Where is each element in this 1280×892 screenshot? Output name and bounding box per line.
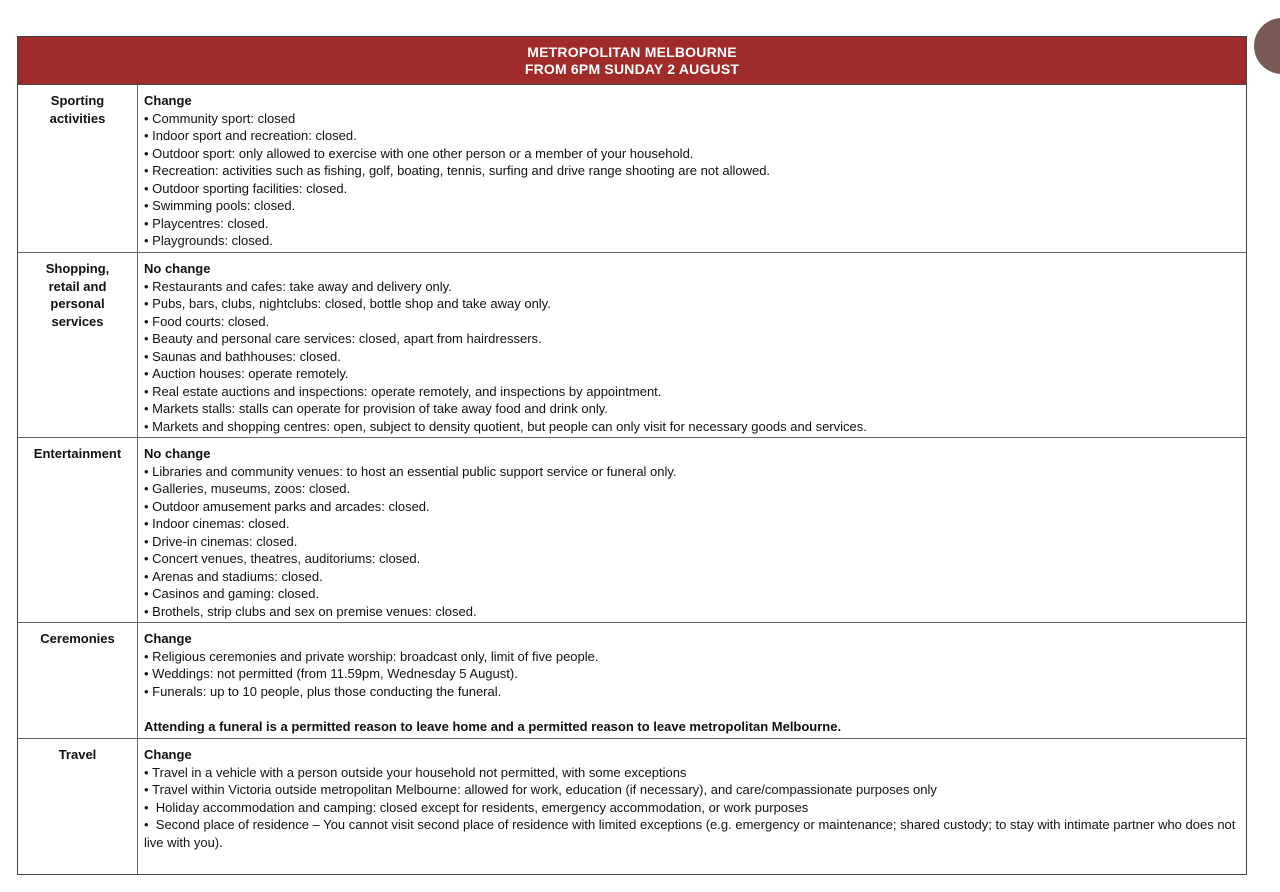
row-label: Ceremonies	[18, 623, 138, 738]
list-item: • Playgrounds: closed.	[144, 232, 1240, 250]
list-item: • Indoor cinemas: closed.	[144, 515, 1240, 533]
list-item: • Community sport: closed	[144, 110, 1240, 128]
list-item: • Arenas and stadiums: closed.	[144, 568, 1240, 586]
list-item: • Religious ceremonies and private worship: broadcast only, limit of five people.	[144, 648, 1240, 666]
row-label: Sporting activities	[18, 85, 138, 252]
list-item: • Funerals: up to 10 people, plus those conducting the funeral.	[144, 683, 1240, 701]
list-item: • Indoor sport and recreation: closed.	[144, 127, 1240, 145]
list-item: • Concert venues, theatres, auditoriums: closed.	[144, 550, 1240, 568]
table-row-sporting	[18, 85, 1246, 253]
list-item: • Beauty and personal care services: closed, apart from hairdressers.	[144, 330, 1240, 348]
list-item: • Casinos and gaming: closed.	[144, 585, 1240, 603]
row-content	[138, 85, 1246, 252]
list-item: • Travel within Victoria outside metropolitan Melbourne: allowed for work, education (if necessary), and care/compassionate purposes only	[144, 781, 1240, 799]
list-item: • Outdoor sport: only allowed to exercise with one other person or a member of your household.	[144, 145, 1240, 163]
status-label: Change	[144, 631, 192, 646]
list-item: • Swimming pools: closed.	[144, 197, 1240, 215]
row-content	[138, 253, 1246, 437]
funeral-note: Attending a funeral is a permitted reason to leave home and a permitted reason to leave metropolitan Melbourne.	[144, 718, 842, 734]
list-item: • Restaurants and cafes: take away and delivery only.	[144, 278, 1240, 296]
status-label: No change	[144, 446, 211, 461]
status-label: No change	[144, 261, 211, 276]
list-item: • Outdoor amusement parks and arcades: closed.	[144, 498, 1240, 516]
list-item: • Playcentres: closed.	[144, 215, 1240, 233]
avatar-edge	[1254, 18, 1280, 74]
list-item: • Real estate auctions and inspections: operate remotely, and inspections by appointment.	[144, 383, 1240, 401]
list-item: • Outdoor sporting facilities: closed.	[144, 180, 1240, 198]
list-item: • Weddings: not permitted (from 11.59pm, Wednesday 5 August).	[144, 665, 1240, 683]
row-content	[138, 438, 1246, 622]
list-item: • Libraries and community venues: to host an essential public support service or funeral only.	[144, 463, 1240, 481]
table-row-shopping	[18, 253, 1246, 438]
list-item: • Recreation: activities such as fishing, golf, boating, tennis, surfing and drive range shooting are not allowed.	[144, 162, 1240, 180]
row-content	[138, 739, 1246, 874]
list-item: • Drive-in cinemas: closed.	[144, 533, 1240, 551]
header-title: METROPOLITAN MELBOURNE	[527, 43, 737, 60]
header-subtitle: FROM 6PM SUNDAY 2 AUGUST	[524, 60, 740, 77]
table-row-entertainment	[18, 438, 1246, 623]
table-row-ceremonies	[18, 623, 1246, 739]
list-item: • Saunas and bathhouses: closed.	[144, 348, 1240, 366]
list-item: • Brothels, strip clubs and sex on premise venues: closed.	[144, 603, 1240, 621]
list-item: • Galleries, museums, zoos: closed.	[144, 480, 1240, 498]
list-item: • Holiday accommodation and camping: closed except for residents, emergency accommodation, or work purposes	[144, 799, 1240, 817]
list-item: • Markets and shopping centres: open, subject to density quotient, but people can only visit for necessary goods and services.	[144, 418, 1240, 436]
restrictions-table	[17, 36, 1247, 875]
row-label: Travel	[18, 739, 138, 874]
row-content	[138, 623, 1246, 738]
list-item: • Travel in a vehicle with a person outside your household not permitted, with some exceptions	[144, 764, 1240, 782]
status-label: Change	[144, 747, 192, 762]
list-item: • Food courts: closed.	[144, 313, 1240, 331]
list-item: • Pubs, bars, clubs, nightclubs: closed, bottle shop and take away only.	[144, 295, 1240, 313]
row-label: Shopping, retail and personal services	[18, 253, 138, 437]
table-row-travel	[18, 739, 1246, 874]
list-item: • Auction houses: operate remotely.	[144, 365, 1240, 383]
table-header	[18, 37, 1246, 85]
status-label: Change	[144, 93, 192, 108]
list-item: • Markets stalls: stalls can operate for provision of take away food and drink only.	[144, 400, 1240, 418]
row-label: Entertainment	[18, 438, 138, 622]
list-item: • Second place of residence – You cannot visit second place of residence with limited exceptions (e.g. emergency or maintenance; shared custody; to stay with intimate partner who does not live with you).	[144, 816, 1240, 851]
